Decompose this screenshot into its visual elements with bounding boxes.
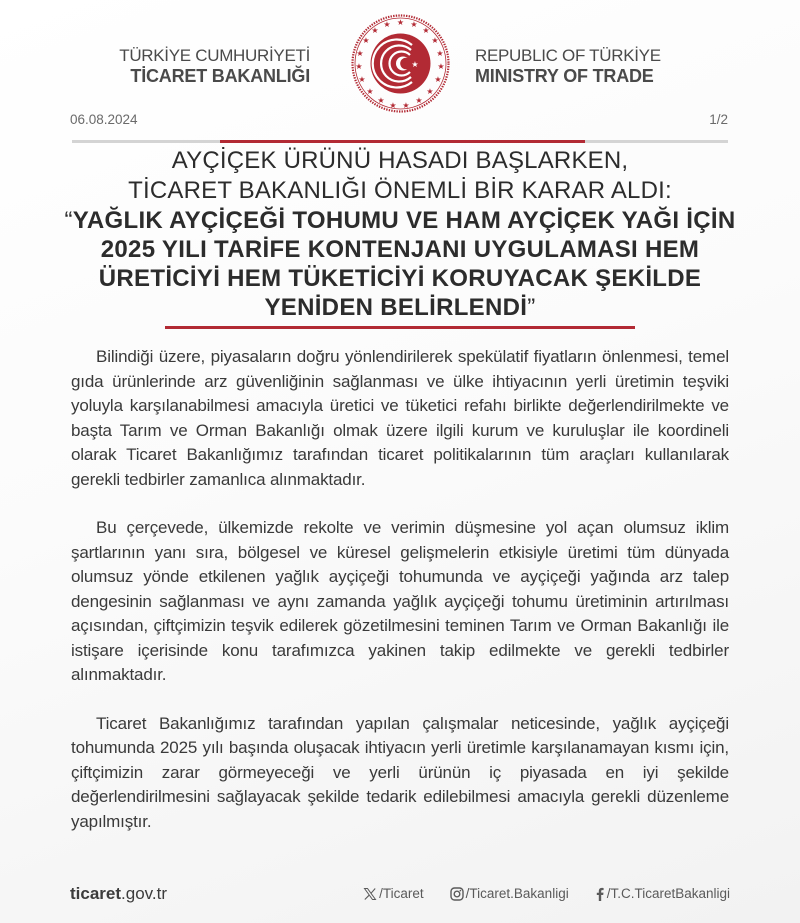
title-line-2: TİCARET BAKANLIĞI ÖNEMLİ BİR KARAR ALDI:: [128, 177, 672, 204]
ministry-name-en: MINISTRY OF TRADE: [475, 66, 654, 86]
paragraph-2: Bu çerçevede, ülkemizde rekolte ve verimin düşmesine yol açan olumsuz iklim şartlarının yanı sıra, bölgesel ve küresel gelişmelerin etkisiyle üretimi tüm dünyada olumsuz yönde etkilenen yağlık ayçiçeği tohumunda ve ayçiçeği yağında arz talep dengesinin sağlanması ve aynı zamanda yağlık ayçiçeği tohumu üretiminin artırılması açısından, çiftçimizin teşvik edilerek gözetilmesini teminen Tarım ve Orman Bakanlığı ile istişare içerisinde konu tarafımızca yakinen takip edilmekte ve gerekli tedbirler alınmaktadır.: [71, 518, 729, 684]
svg-text:★: ★: [377, 96, 385, 105]
press-release-body: [71, 345, 729, 858]
footer: [70, 884, 730, 908]
svg-text:★: ★: [422, 26, 430, 35]
svg-text:★: ★: [415, 96, 423, 105]
title-bold-line-1: [40, 206, 760, 235]
social-facebook-label: /T.C.TicaretBakanligi: [606, 886, 730, 901]
svg-text:★: ★: [434, 75, 442, 84]
x-icon: [363, 887, 377, 901]
website-bold: ticaret: [70, 884, 122, 903]
svg-text:★: ★: [437, 62, 445, 71]
svg-text:★: ★: [362, 36, 370, 45]
title-underline: [165, 326, 635, 329]
open-quote: “: [64, 207, 73, 234]
svg-text:★: ★: [396, 18, 405, 27]
svg-text:★: ★: [426, 87, 434, 96]
svg-text:★: ★: [402, 101, 410, 110]
document-date: 06.08.2024: [70, 112, 138, 127]
svg-text:★: ★: [411, 60, 419, 69]
press-release-title: [40, 146, 760, 322]
svg-text:★: ★: [356, 49, 364, 58]
svg-text:★: ★: [371, 26, 379, 35]
republic-name-tr: TÜRKİYE CUMHURİYETİ: [119, 46, 310, 65]
svg-text:★: ★: [383, 20, 391, 29]
header-divider-accent: [220, 140, 585, 143]
letterhead: [0, 0, 800, 110]
social-links: [363, 886, 730, 901]
website-domain: .gov.tr: [121, 884, 168, 903]
social-instagram-label: /Ticaret.Bakanligi: [465, 886, 569, 901]
paragraph-1: Bilindiği üzere, piyasaların doğru yönlendirilerek spekülatif fiyatların önlenmesi, temel gıda ürünlerinde arz güvenliğinin sağlanması ve ülke ihtiyacının yerli üretimin teşviki yoluyla karşılanabilmesi amacıyla üretici ve tüketici refahı birlikte değerlendirilmekte ve başta Tarım ve Orman Bakanlığı olmak üzere ilgili kurum ve kuruluşlar ile koordineli olarak Ticaret Bakanlığımız tarafından ticaret politikalarının tüm araçları kullanılarak gerekli tedbirler zamanlıca alınmaktadır.: [71, 347, 729, 489]
svg-text:★: ★: [410, 20, 418, 29]
social-facebook[interactable]: [595, 886, 730, 901]
close-quote: ”: [527, 294, 536, 321]
social-instagram[interactable]: [450, 886, 569, 901]
ministry-emblem-icon: [340, 12, 461, 115]
title-bold-line-2: 2025 YILI TARİFE KONTENJANI UYGULAMASI HEM: [100, 236, 700, 263]
letterhead-turkish: [119, 45, 310, 87]
ministry-name-tr: TİCARET BAKANLIĞI: [130, 66, 310, 86]
social-x[interactable]: [363, 886, 424, 901]
facebook-icon: [595, 887, 605, 901]
paragraph-3: Ticaret Bakanlığımız tarafından yapılan çalışmalar neticesinde, yağlık ayçiçeği tohumunda 2025 yılı başında oluşacak ihtiyacın yerli üretimle karşılanamayan kısmı için, çiftçimizin zarar görmeyeceği ve yerli ürünün iç piyasada en iyi şekilde değerlendirilmesini sağlayacak şekilde tedarik edilebilmesi amacıyla gerekli düzenleme yapılmıştır.: [71, 713, 729, 831]
svg-text:★: ★: [358, 75, 366, 84]
title-bold-text-4: YENİDEN BELİRLENDİ: [264, 294, 528, 321]
svg-text:★: ★: [436, 49, 444, 58]
letterhead-english: [475, 45, 661, 87]
instagram-icon: [450, 887, 464, 901]
page-number: 1/2: [709, 112, 728, 127]
title-bold-line-3: ÜRETİCİYİ HEM TÜKETİCİYİ KORUYACAK ŞEKİLDE: [98, 265, 702, 292]
website-link[interactable]: [70, 884, 167, 904]
svg-text:★: ★: [355, 62, 363, 71]
svg-text:★: ★: [431, 36, 439, 45]
title-line-1: AYÇİÇEK ÜRÜNÜ HASADI BAŞLARKEN,: [171, 147, 629, 174]
title-bold-line-4: [40, 293, 760, 322]
svg-text:★: ★: [366, 87, 374, 96]
social-x-label: /Ticaret: [379, 886, 424, 901]
title-bold-text-1: YAĞLIK AYÇİÇEĞİ TOHUMU VE HAM AYÇİÇEK YAĞI İÇİN: [72, 207, 736, 234]
svg-text:★: ★: [389, 101, 397, 110]
document-meta: [70, 112, 730, 142]
republic-name-en: REPUBLIC OF TÜRKİYE: [475, 46, 661, 65]
